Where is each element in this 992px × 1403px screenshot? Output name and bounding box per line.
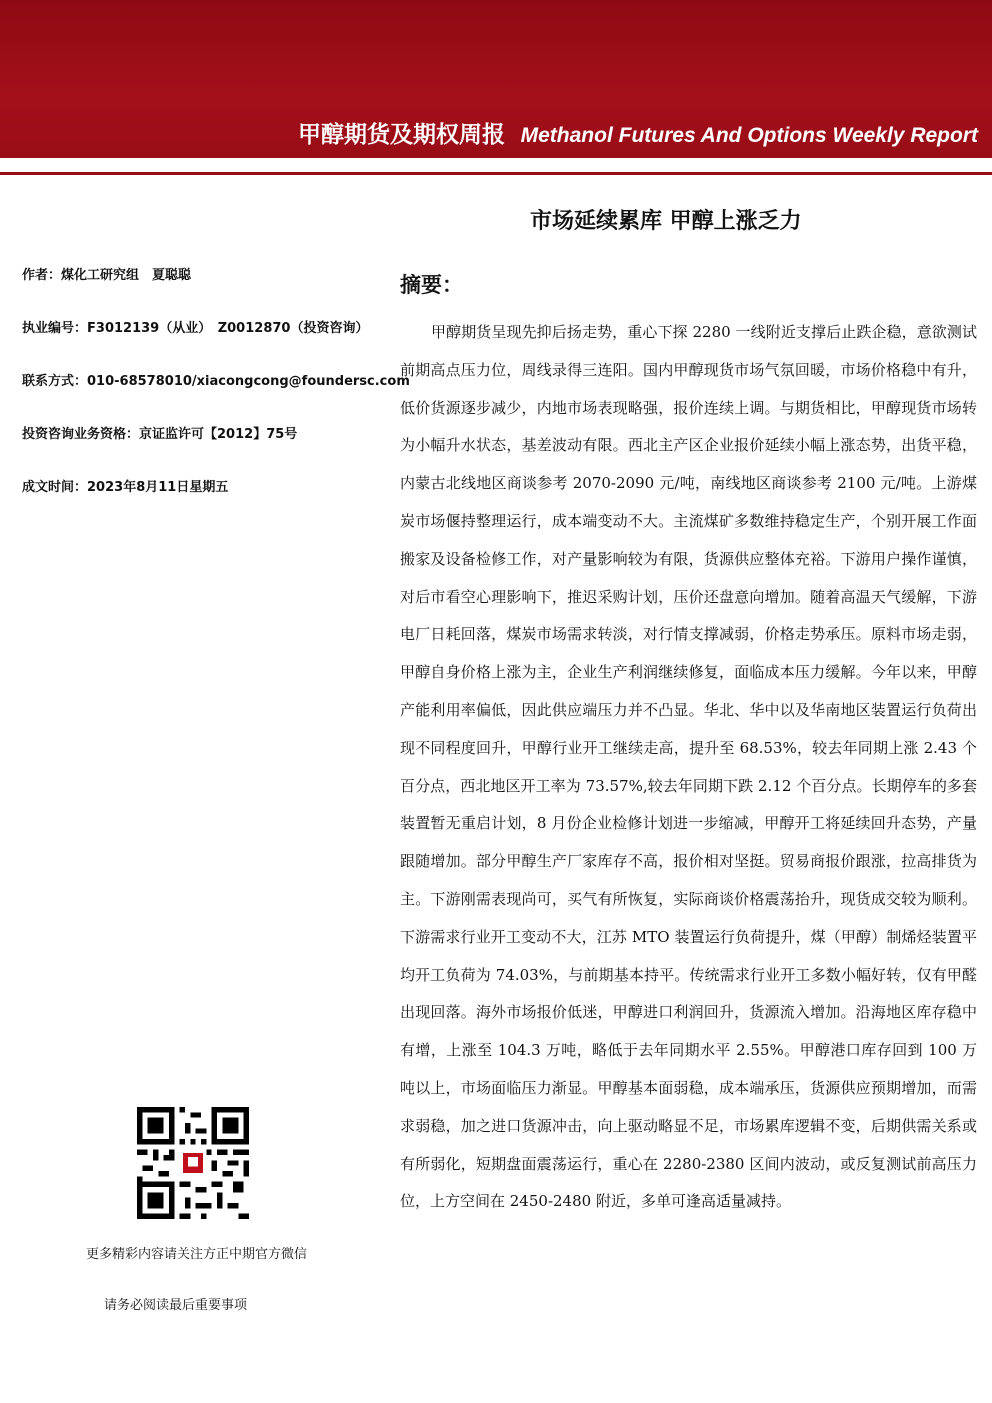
date-value: 2023年8月11日星期五	[87, 480, 229, 495]
abstract-paragraph: 甲醇期货呈现先抑后扬走势，重心下探 2280 一线附近支撑后止跌企稳，意欲测试前期高点压力位，周线录得三连阳。国内甲醇现货市场气氛回暖，市场价格稳中有升，低价货源逐步减少，内地市场表现略强，报价连续上调。与期货相比，甲醇现货市场转为小幅升水状态，基差波动有限。西北主产区企业报价延续小幅上涨态势，出货平稳，内蒙古北线地区商谈参考 2070-2090 元/吨，南线地区商谈参考 2100 元/吨。上游煤炭市场偃持整理运行，成本端变动不大。主流煤矿多数维持稳定生产，个别开展工作面搬家及设备检修工作，对产量影响较为有限，货源供应整体充裕。下游用户操作谨慎，对后市看空心理影响下，推迟采购计划，压价还盘意向增加。随着高温天气缓解，下游电厂日耗回落，煤炭市场需求转淡，对行情支撑减弱，价格走势承压。原料市场走弱，甲醇自身价格上涨为主，企业生产利润继续修复，面临成本压力缓解。今年以来，甲醇产能利用率偏低，因此供应端压力并不凸显。华北、华中以及华南地区装置运行负荷出现不同程度回升，甲醇行业开工继续走高，提升至 68.53%，较去年同期上涨 2.43 个百分点，西北地区开工率为 73.57%,较去年同期下跌 2.12 个百分点。长期停车的多套装置暂无重启计划，8 月份企业检修计划进一步缩减，甲醇开工将延续回升态势，产量跟随增加。部分甲醇生产厂家库存不高，报价相对坚挺。贸易商报价跟涨，拉高排货为主。下游刚需表现尚可，买气有所恢复，实际商谈价格震荡抬升，现货成交较为顺利。下游需求行业开工变动不大，江苏 MTO 装置运行负荷提升，煤（甲醇）制烯烃装置平均开工负荷为 74.03%，与前期基本持平。传统需求行业开工多数小幅好转，仅有甲醛出现回落。海外市场报价低迷，甲醇进口利润回升，货源流入增加。沿海地区库存稳中有增，上涨至 104.3 万吨，略低于去年同期水平 2.55%。甲醇港口库存回到 100 万吨以上，市场面临压力渐显。甲醇基本面弱稳，成本端承压，货源供应预期增加，而需求弱稳，加之进口货源冲击，向上驱动略显不足，市场累库逻辑不变，后期供需关系或有所弱化，短期盘面震荡运行，重心在 2280-2380 区间内波动，或反复测试前高压力位，上方空间在 2450-2480 附近，多单可逢高适量减持。	[400, 323, 977, 1211]
qualification-row	[22, 425, 392, 478]
qr-code-icon	[137, 1107, 249, 1219]
abstract-body	[400, 314, 977, 1221]
date-row	[22, 478, 392, 531]
qr-caption: 更多精彩内容请关注方正中期官方微信	[86, 1247, 308, 1262]
license-row	[22, 319, 392, 372]
report-title	[298, 116, 978, 149]
abstract-title: 摘要：	[400, 273, 463, 297]
page-headline: 市场延续累库 甲醇上涨乏力	[530, 209, 802, 234]
license-label: 执业编号：	[22, 321, 88, 336]
qualification-label: 投资咨询业务资格：	[22, 427, 140, 442]
header-banner	[0, 0, 992, 158]
author-info	[22, 266, 410, 531]
license-value: F3012139（从业） Z0012870（投资咨询）	[87, 321, 369, 336]
disclaimer-notice[interactable]: 请务必阅读最后重要事项	[104, 1298, 248, 1313]
report-title-cn: 甲醇期货及期权周报	[298, 122, 506, 148]
header-divider	[0, 172, 992, 175]
author-row	[22, 266, 392, 319]
qualification-value: 京证监许可【2012】75号	[139, 427, 298, 442]
date-label: 成文时间：	[22, 480, 88, 495]
report-title-en: Methanol Futures And Options Weekly Report	[520, 124, 978, 147]
contact-value[interactable]: 010-68578010/xiacongcong@foundersc.com	[87, 374, 410, 389]
contact-label: 联系方式：	[22, 374, 88, 389]
author-label: 作者：	[22, 268, 62, 283]
author-value: 煤化工研究组 夏聪聪	[61, 268, 192, 283]
contact-row	[22, 372, 410, 425]
